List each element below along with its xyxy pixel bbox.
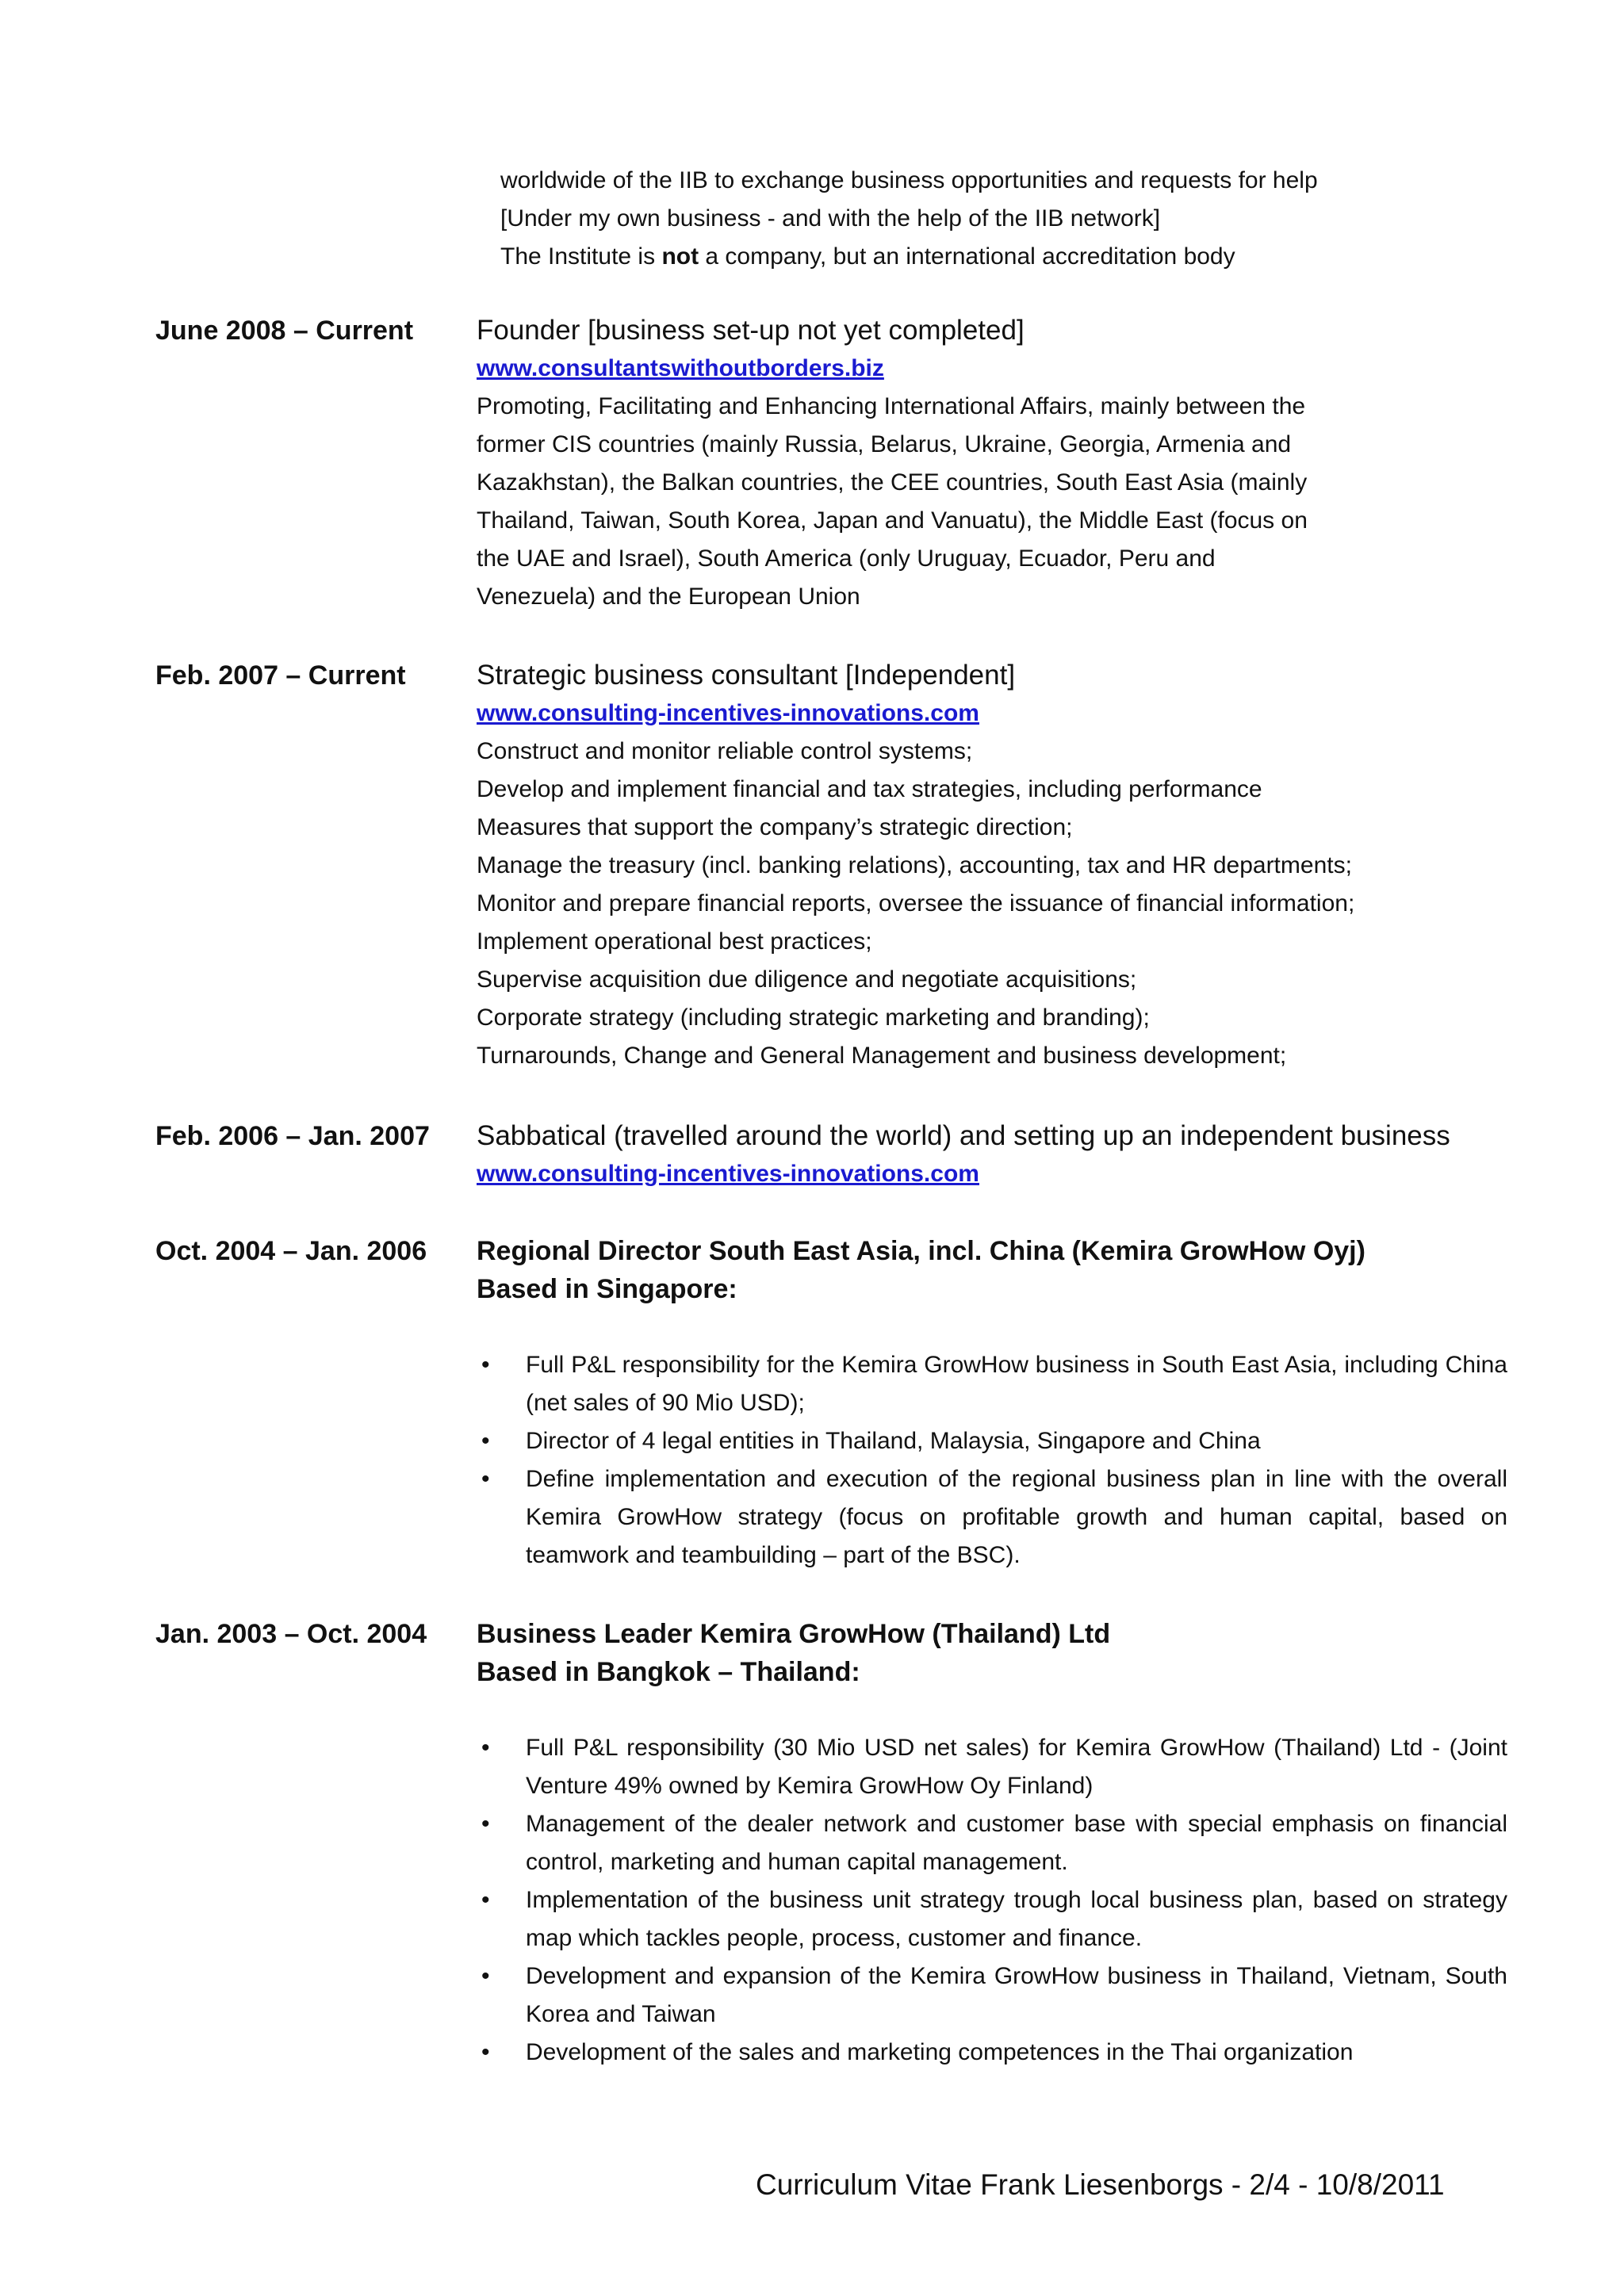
- entry-date: Feb. 2006 – Jan. 2007: [155, 1121, 430, 1151]
- list-item-text: Implementation of the business unit strategy trough local business plan, based on strategy map which tackles people, process, customer and finance.: [526, 1887, 1507, 1951]
- page-footer: Curriculum Vitae Frank Liesenborgs - 2/4 - 10/8/2011: [756, 2168, 1445, 2201]
- entry-text-line: Kazakhstan), the Balkan countries, the CEE countries, South East Asia (mainly: [477, 469, 1308, 496]
- list-item-text: Development of the sales and marketing competences in the Thai organization: [526, 2039, 1354, 2065]
- bullet-icon: •: [481, 1352, 490, 1378]
- list-item-text: Development and expansion of the Kemira GrowHow business in Thailand, Vietnam, South Korea and Taiwan: [526, 1963, 1507, 2027]
- list-item: [477, 1881, 1507, 1957]
- entry-text-line: Venezuela) and the European Union: [477, 584, 860, 610]
- entry-text-line: Turnarounds, Change and General Management and business development;: [477, 1043, 1287, 1069]
- list-item-text: Full P&L responsibility for the Kemira GrowHow business in South East Asia, including China (net sales of 90 Mio USD);: [526, 1352, 1507, 1416]
- entry-role: Founder [business set-up not yet completed]: [477, 315, 1025, 346]
- intro-line-institute: [500, 238, 1531, 276]
- list-item-text: Management of the dealer network and customer base with special emphasis on financial control, marketing and human capital management.: [526, 1811, 1507, 1875]
- entry-role: Business Leader Kemira GrowHow (Thailand) Ltd: [477, 1619, 1111, 1649]
- website-link[interactable]: www.consulting-incentives-innovations.com: [477, 1161, 979, 1187]
- entry-role: Sabbatical (travelled around the world) and setting up an independent business: [477, 1120, 1450, 1151]
- list-item-text: Define implementation and execution of the regional business plan in line with the overall Kemira GrowHow strategy (focus on profitable growth and human capital, based on teamwork and teambuilding – part of the BSC).: [526, 1466, 1507, 1568]
- list-item: [477, 1729, 1507, 1805]
- entry-text-line: the UAE and Israel), South America (only Uruguay, Ecuador, Peru and: [477, 545, 1216, 572]
- list-item: [477, 1346, 1507, 1422]
- intro-block: [500, 162, 1531, 276]
- bullet-icon: •: [481, 1887, 490, 1913]
- entry-text-line: Monitor and prepare financial reports, oversee the issuance of financial information;: [477, 890, 1355, 916]
- bullet-icon: •: [481, 1963, 490, 1989]
- entry-date: June 2008 – Current: [155, 316, 414, 346]
- bullet-icon: •: [481, 1466, 490, 1492]
- intro-text: a company, but an international accreditation body: [699, 243, 1235, 270]
- list-item: [477, 2034, 1507, 2072]
- intro-emphasis: not: [661, 243, 699, 270]
- intro-line: worldwide of the IIB to exchange business opportunities and requests for help: [500, 167, 1318, 193]
- entry-role: Regional Director South East Asia, incl. China (Kemira GrowHow Oyj): [477, 1236, 1365, 1266]
- list-item: [477, 1460, 1507, 1575]
- list-item: [477, 1805, 1507, 1881]
- list-item-text: Director of 4 legal entities in Thailand, Malaysia, Singapore and China: [526, 1428, 1261, 1454]
- website-link[interactable]: www.consulting-incentives-innovations.com: [477, 700, 979, 726]
- entry-text-line: Construct and monitor reliable control systems;: [477, 738, 973, 764]
- entry-text-line: Implement operational best practices;: [477, 928, 872, 955]
- entry-text-line: Measures that support the company’s strategic direction;: [477, 814, 1073, 840]
- entry-content: [477, 312, 1507, 616]
- list-item-text: Full P&L responsibility (30 Mio USD net sales) for Kemira GrowHow (Thailand) Ltd - (Joint Venture 49% owned by Kemira GrowHow Oy Finland): [526, 1735, 1507, 1799]
- entry-date: Oct. 2004 – Jan. 2006: [155, 1236, 427, 1266]
- responsibility-list: [477, 1729, 1507, 2072]
- bullet-icon: •: [481, 2039, 490, 2065]
- entry-text-line: Manage the treasury (incl. banking relations), accounting, tax and HR departments;: [477, 852, 1352, 878]
- list-item: [477, 1422, 1507, 1460]
- entry-location: Based in Bangkok – Thailand:: [477, 1657, 860, 1687]
- entry-role: Strategic business consultant [Independent]: [477, 660, 1016, 691]
- bullet-icon: •: [481, 1428, 490, 1454]
- entry-content: [477, 1117, 1507, 1193]
- bullet-icon: •: [481, 1735, 490, 1761]
- entry-date: Feb. 2007 – Current: [155, 660, 406, 691]
- entry-text-line: Promoting, Facilitating and Enhancing International Affairs, mainly between the: [477, 393, 1306, 419]
- entry-text-line: Corporate strategy (including strategic marketing and branding);: [477, 1004, 1150, 1031]
- responsibility-list: [477, 1346, 1507, 1575]
- list-item: [477, 1957, 1507, 2034]
- entry-location: Based in Singapore:: [477, 1274, 737, 1304]
- intro-text: The Institute is: [500, 243, 662, 270]
- entry-date: Jan. 2003 – Oct. 2004: [155, 1619, 427, 1649]
- entry-text-line: Supervise acquisition due diligence and negotiate acquisitions;: [477, 966, 1137, 993]
- entry-text-line: Develop and implement financial and tax strategies, including performance: [477, 776, 1262, 802]
- bullet-icon: •: [481, 1811, 490, 1837]
- website-link[interactable]: www.consultantswithoutborders.biz: [477, 355, 884, 381]
- entry-content: [477, 1615, 1507, 2072]
- entry-content: [477, 1232, 1507, 1575]
- entry-content: [477, 656, 1507, 1075]
- entry-text-line: Thailand, Taiwan, South Korea, Japan and Vanuatu), the Middle East (focus on: [477, 507, 1308, 534]
- intro-line: [Under my own business - and with the help of the IIB network]: [500, 205, 1161, 232]
- entry-text-line: former CIS countries (mainly Russia, Belarus, Ukraine, Georgia, Armenia and: [477, 431, 1292, 457]
